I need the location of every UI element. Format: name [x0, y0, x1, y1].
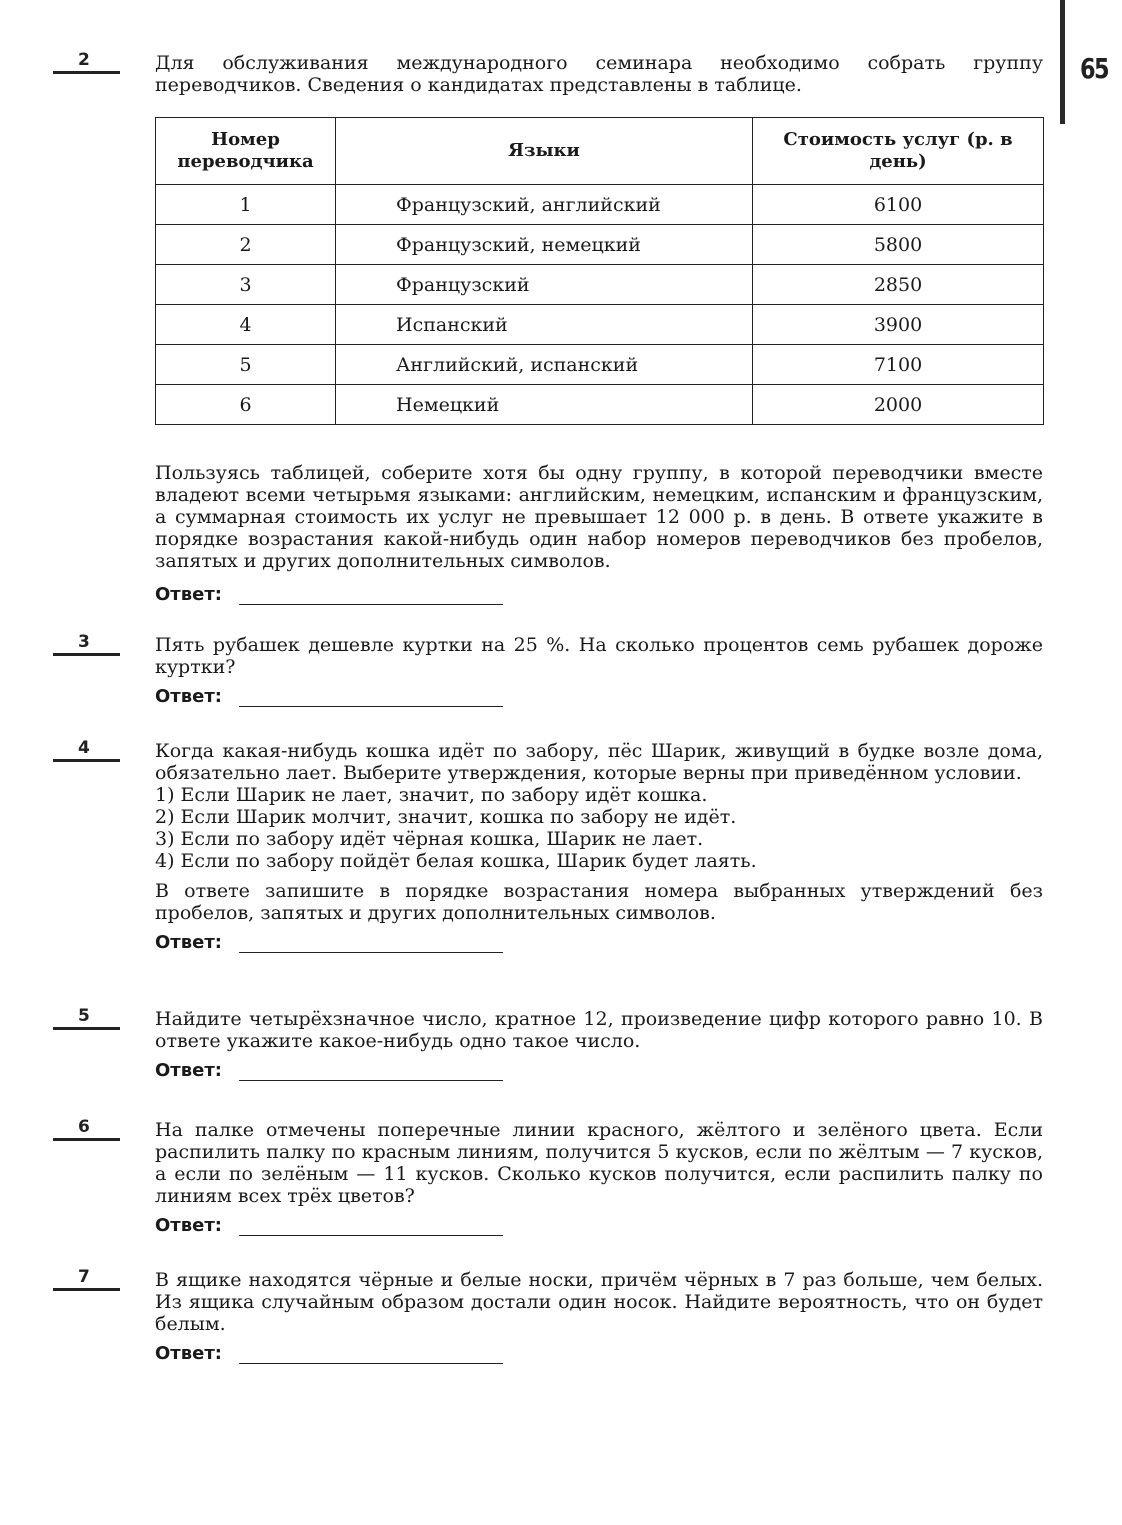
task-2-question-block — [155, 462, 1043, 610]
answer-line[interactable] — [239, 604, 503, 605]
task-body — [155, 1008, 1043, 1086]
task-number-underline — [53, 759, 120, 762]
answer-line[interactable] — [239, 1235, 503, 1236]
task-instruction: В ответе запишите в порядке возрастания номера выбранных утверждений без пробелов, запятых и других дополнительных символов. — [155, 880, 1043, 924]
cell-languages: Испанский — [336, 305, 753, 345]
task-text: В ящике находятся чёрные и белые носки, причём чёрных в 7 раз больше, чем белых. Из ящика случайным образом достали один носок. Найдите вероятность, что он будет белым. — [155, 1269, 1043, 1335]
cell-number: 3 — [156, 265, 336, 305]
cell-cost: 5800 — [753, 225, 1044, 265]
table-row — [156, 345, 1044, 385]
task-number: 7 — [78, 1267, 90, 1287]
answer-field[interactable] — [155, 932, 1043, 958]
task-body — [155, 1119, 1043, 1241]
task-number: 3 — [78, 632, 90, 652]
task-number: 2 — [78, 50, 90, 70]
answer-line[interactable] — [239, 952, 503, 953]
statement-3: 3) Если по забору идёт чёрная кошка, Шарик не лает. — [155, 828, 704, 850]
table-header-row — [156, 118, 1044, 185]
answer-field[interactable] — [155, 1343, 1043, 1369]
page-edge-bar — [1060, 0, 1065, 124]
answer-label: Ответ: — [155, 1060, 222, 1081]
cell-number: 6 — [156, 385, 336, 425]
table-row — [156, 265, 1044, 305]
cell-number: 1 — [156, 185, 336, 225]
answer-line[interactable] — [239, 1080, 503, 1081]
task-text: Пять рубашек дешевле куртки на 25 %. На сколько процентов семь рубашек дороже куртки? — [155, 634, 1043, 678]
task-body — [155, 1269, 1043, 1369]
task-number-underline — [53, 1027, 120, 1030]
answer-field[interactable] — [155, 584, 1043, 610]
table-row — [156, 225, 1044, 265]
header-number: Номер переводчика — [156, 118, 336, 185]
header-languages: Языки — [336, 118, 753, 185]
answer-label: Ответ: — [155, 1343, 222, 1364]
table-row — [156, 185, 1044, 225]
cell-cost: 6100 — [753, 185, 1044, 225]
task-text: На палке отмечены поперечные линии красного, жёлтого и зелёного цвета. Если распилить палку по красным линиям, получится 5 кусков, если по жёлтым — 7 кусков, а если по зелёным — 11 кусков. Сколько кусков получится, если распилить палку по линиям всех трёх цветов? — [155, 1119, 1043, 1207]
task-body — [155, 52, 1043, 96]
answer-field[interactable] — [155, 686, 1043, 712]
statement-1: 1) Если Шарик не лает, значит, по забору идёт кошка. — [155, 784, 708, 806]
cell-number: 5 — [156, 345, 336, 385]
task-body — [155, 740, 1043, 958]
task-number-underline — [53, 71, 120, 74]
cell-cost: 3900 — [753, 305, 1044, 345]
cell-languages: Французский, немецкий — [336, 225, 753, 265]
statement-2: 2) Если Шарик молчит, значит, кошка по забору не идёт. — [155, 806, 737, 828]
answer-field[interactable] — [155, 1060, 1043, 1086]
task-text: Когда какая-нибудь кошка идёт по забору, пёс Шарик, живущий в будке возле дома, обязательно лает. Выберите утверждения, которые верны при приведённом условии. — [155, 740, 1043, 784]
task-number-underline — [53, 1288, 120, 1291]
cell-cost: 7100 — [753, 345, 1044, 385]
task-number-underline — [53, 1138, 120, 1141]
cell-languages: Французский — [336, 265, 753, 305]
answer-line[interactable] — [239, 1363, 503, 1364]
answer-label: Ответ: — [155, 932, 222, 953]
task-number: 6 — [78, 1117, 90, 1137]
table-row — [156, 385, 1044, 425]
task-number: 4 — [78, 738, 90, 758]
cell-number: 4 — [156, 305, 336, 345]
cell-languages: Французский, английский — [336, 185, 753, 225]
task-number-underline — [53, 653, 120, 656]
cell-cost: 2850 — [753, 265, 1044, 305]
cell-cost: 2000 — [753, 385, 1044, 425]
task-text: Найдите четырёхзначное число, кратное 12, произведение цифр которого равно 10. В ответе укажите какое-нибудь одно такое число. — [155, 1008, 1043, 1052]
answer-label: Ответ: — [155, 1215, 222, 1236]
task-body — [155, 634, 1043, 712]
cell-languages: Немецкий — [336, 385, 753, 425]
cell-languages: Английский, испанский — [336, 345, 753, 385]
page-number: 65 — [1080, 52, 1108, 85]
answer-label: Ответ: — [155, 584, 222, 605]
table-row — [156, 305, 1044, 345]
task-intro: Для обслуживания международного семинара необходимо собрать группу переводчиков. Сведения о кандидатах представлены в таблице. — [155, 52, 1043, 96]
translators-table — [155, 117, 1044, 425]
task-number: 5 — [78, 1006, 90, 1026]
answer-label: Ответ: — [155, 686, 222, 707]
statement-4: 4) Если по забору пойдёт белая кошка, Шарик будет лаять. — [155, 850, 757, 872]
cell-number: 2 — [156, 225, 336, 265]
header-cost: Стоимость услуг (р. в день) — [753, 118, 1044, 185]
answer-line[interactable] — [239, 706, 503, 707]
answer-field[interactable] — [155, 1215, 1043, 1241]
task-question: Пользуясь таблицей, соберите хотя бы одну группу, в которой переводчики вместе владеют всеми четырьмя языками: английским, немецким, испанским и французским, а суммарная стоимость их услуг не превышает 12 000 р. в день. В ответе укажите в порядке возрастания какой-нибудь один набор номеров переводчиков без пробелов, запятых и других дополнительных символов. — [155, 462, 1043, 572]
